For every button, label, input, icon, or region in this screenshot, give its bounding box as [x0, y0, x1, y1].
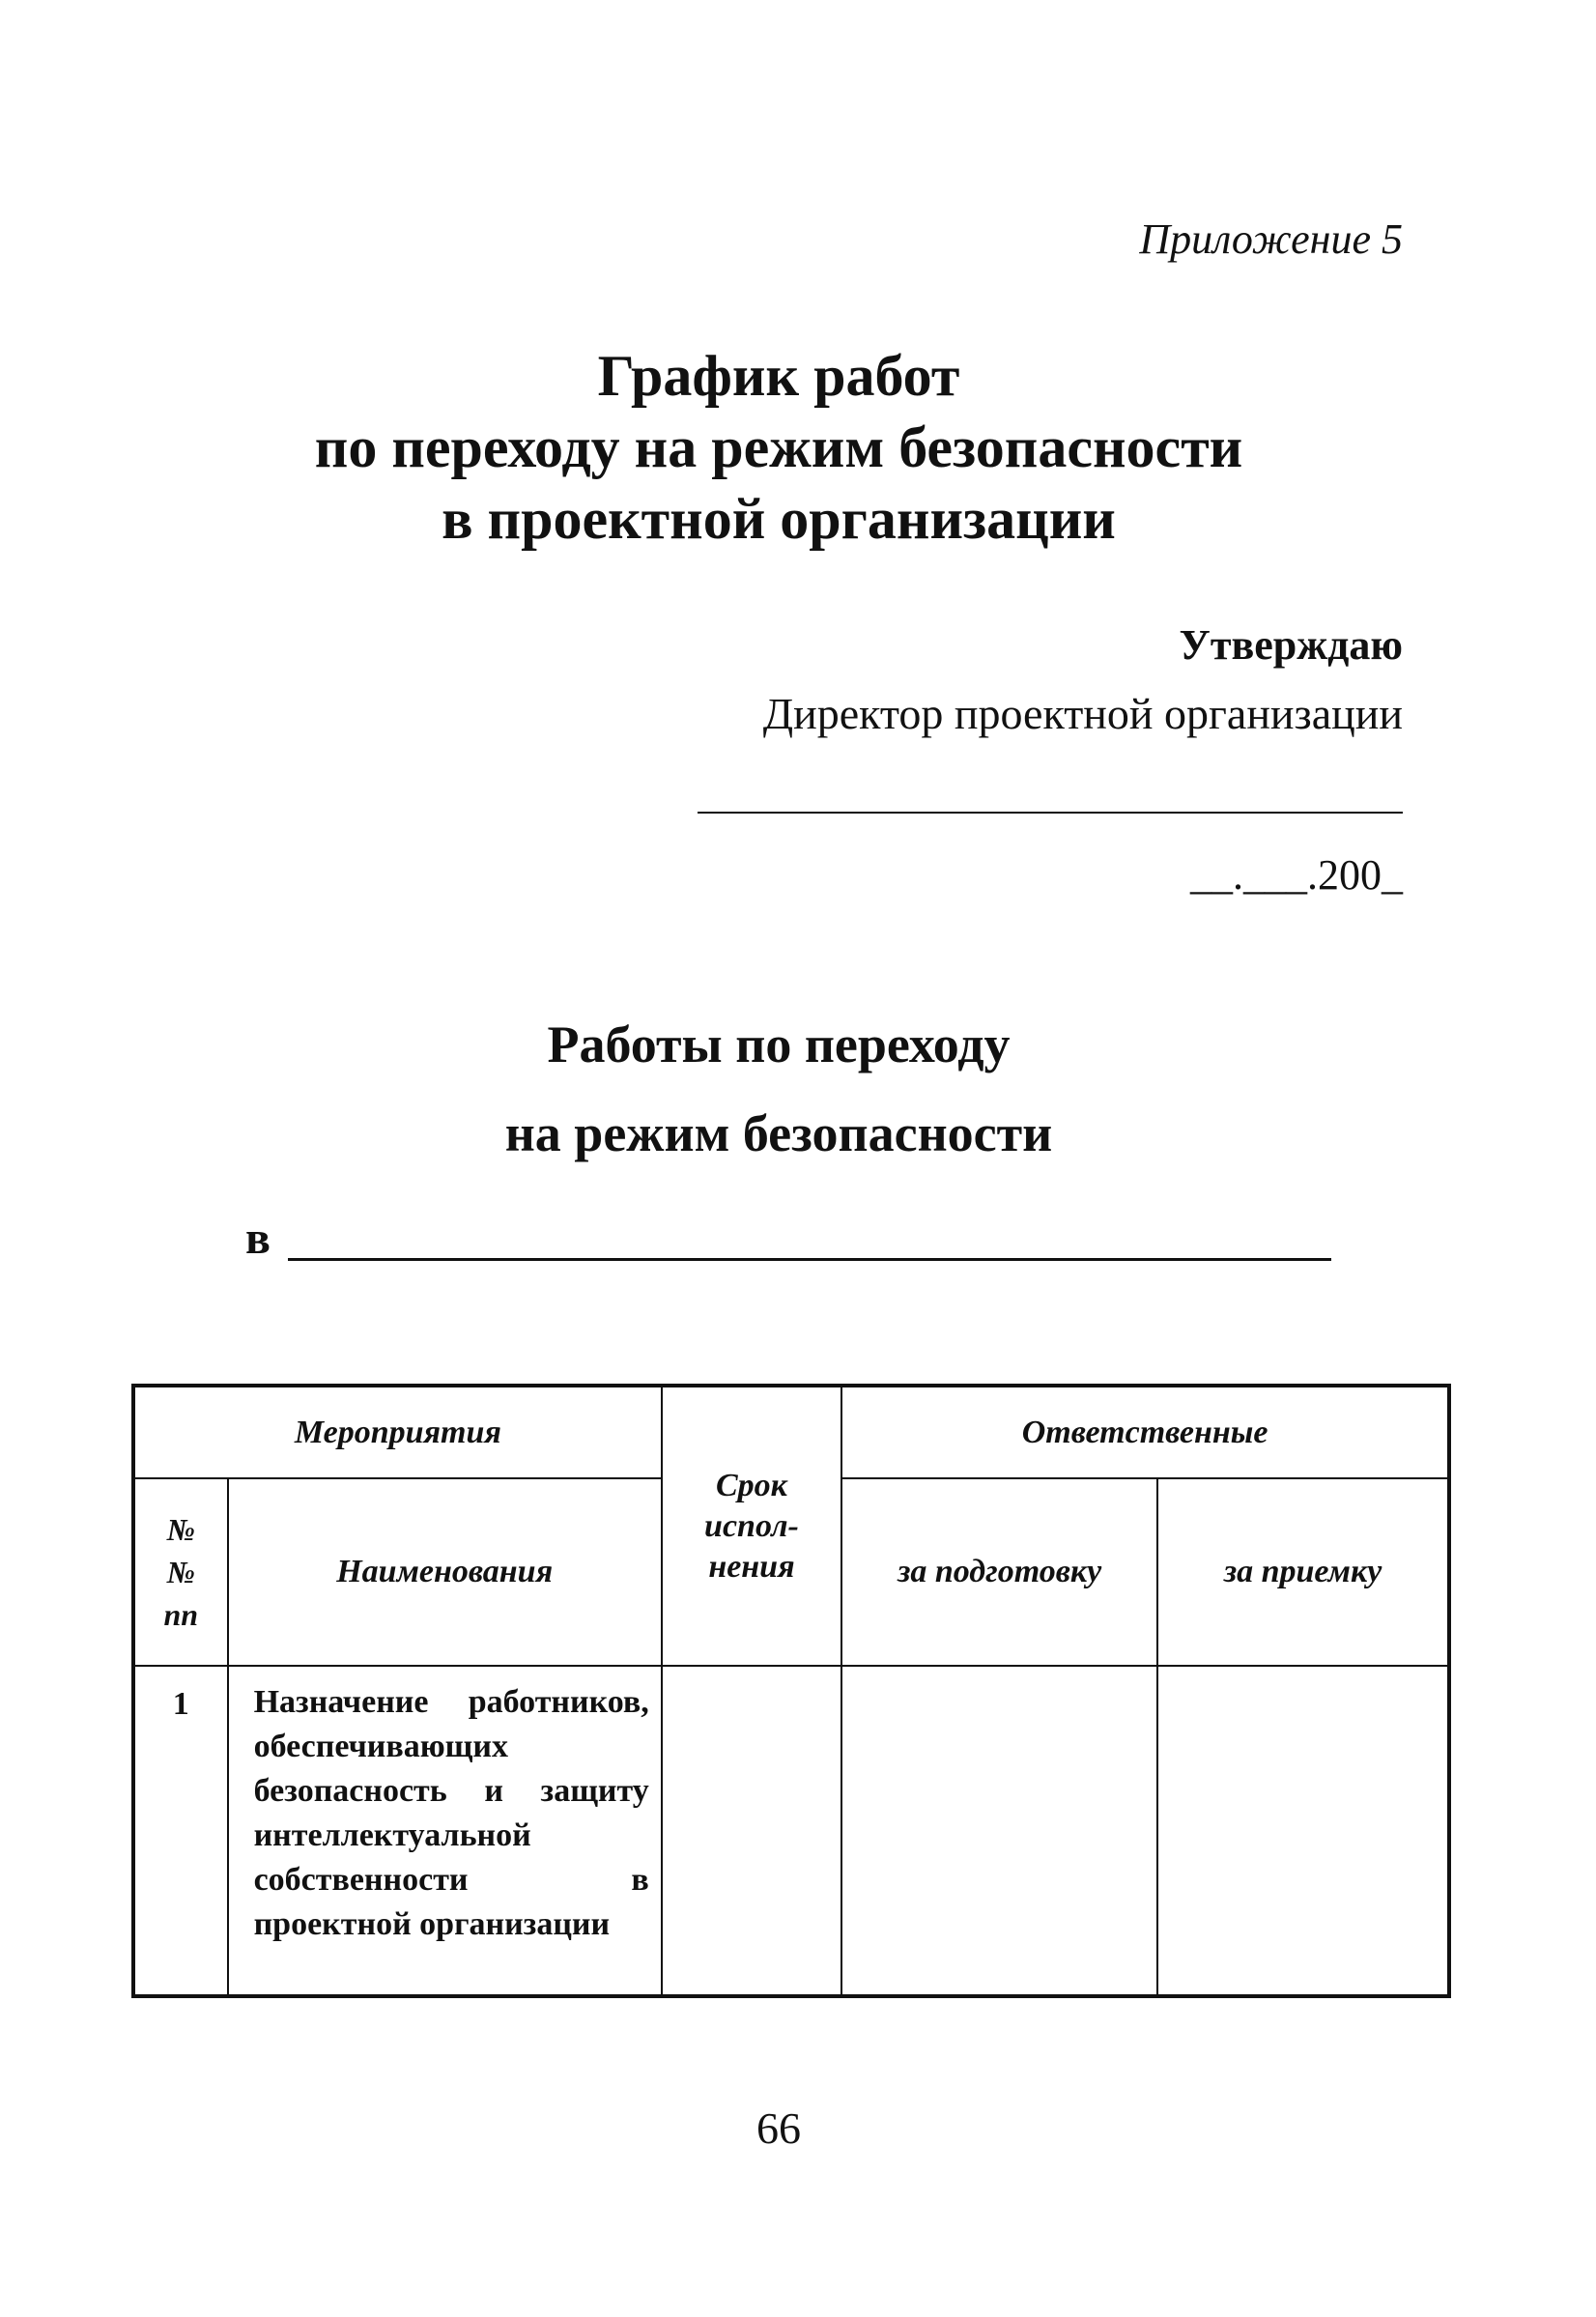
schedule-table	[131, 1384, 1451, 1998]
header-number	[133, 1478, 228, 1666]
appendix-label: Приложение 5	[1139, 215, 1403, 263]
row-prepare	[841, 1666, 1157, 1996]
header-deadline-line-2: испол-	[704, 1507, 799, 1544]
organization-blank-line	[288, 1258, 1331, 1261]
document-title	[0, 340, 1557, 555]
title-line-2: по переходу на режим безопасности	[314, 415, 1243, 479]
section-title-line-2: на режим безопасности	[504, 1104, 1053, 1162]
header-measures: Мероприятия	[133, 1386, 662, 1478]
header-deadline	[662, 1386, 841, 1666]
approve-label: Утверждаю	[1179, 621, 1403, 669]
header-number-line-3: пп	[163, 1597, 199, 1632]
director-position: Директор проектной организации	[762, 689, 1403, 738]
section-title-line-1: Работы по переходу	[547, 1015, 1011, 1073]
table-row	[133, 1666, 1449, 1996]
organization-prefix: в	[245, 1213, 271, 1264]
row-deadline	[662, 1666, 841, 1996]
approval-date: __.___.200_	[1190, 851, 1403, 899]
title-line-3: в проектной организации	[442, 487, 1116, 551]
header-number-line-1: №	[166, 1512, 195, 1547]
header-deadline-line-3: нения	[708, 1548, 795, 1585]
row-number: 1	[133, 1666, 228, 1996]
header-accept: за приемку	[1157, 1478, 1449, 1666]
row-accept	[1157, 1666, 1449, 1996]
header-responsible: Ответственные	[841, 1386, 1449, 1478]
header-name: Наименования	[228, 1478, 662, 1666]
signature-line	[698, 812, 1403, 814]
page-number: 66	[756, 2103, 801, 2153]
row-name: Назначение работников, обеспечивающих безопасность и защиту интеллектуальной собственности в проектной организации	[228, 1666, 662, 1996]
title-line-1: График работ	[597, 344, 960, 408]
header-deadline-line-1: Срок	[716, 1467, 787, 1503]
header-number-line-2: №	[166, 1555, 195, 1589]
header-prepare: за подготовку	[841, 1478, 1157, 1666]
